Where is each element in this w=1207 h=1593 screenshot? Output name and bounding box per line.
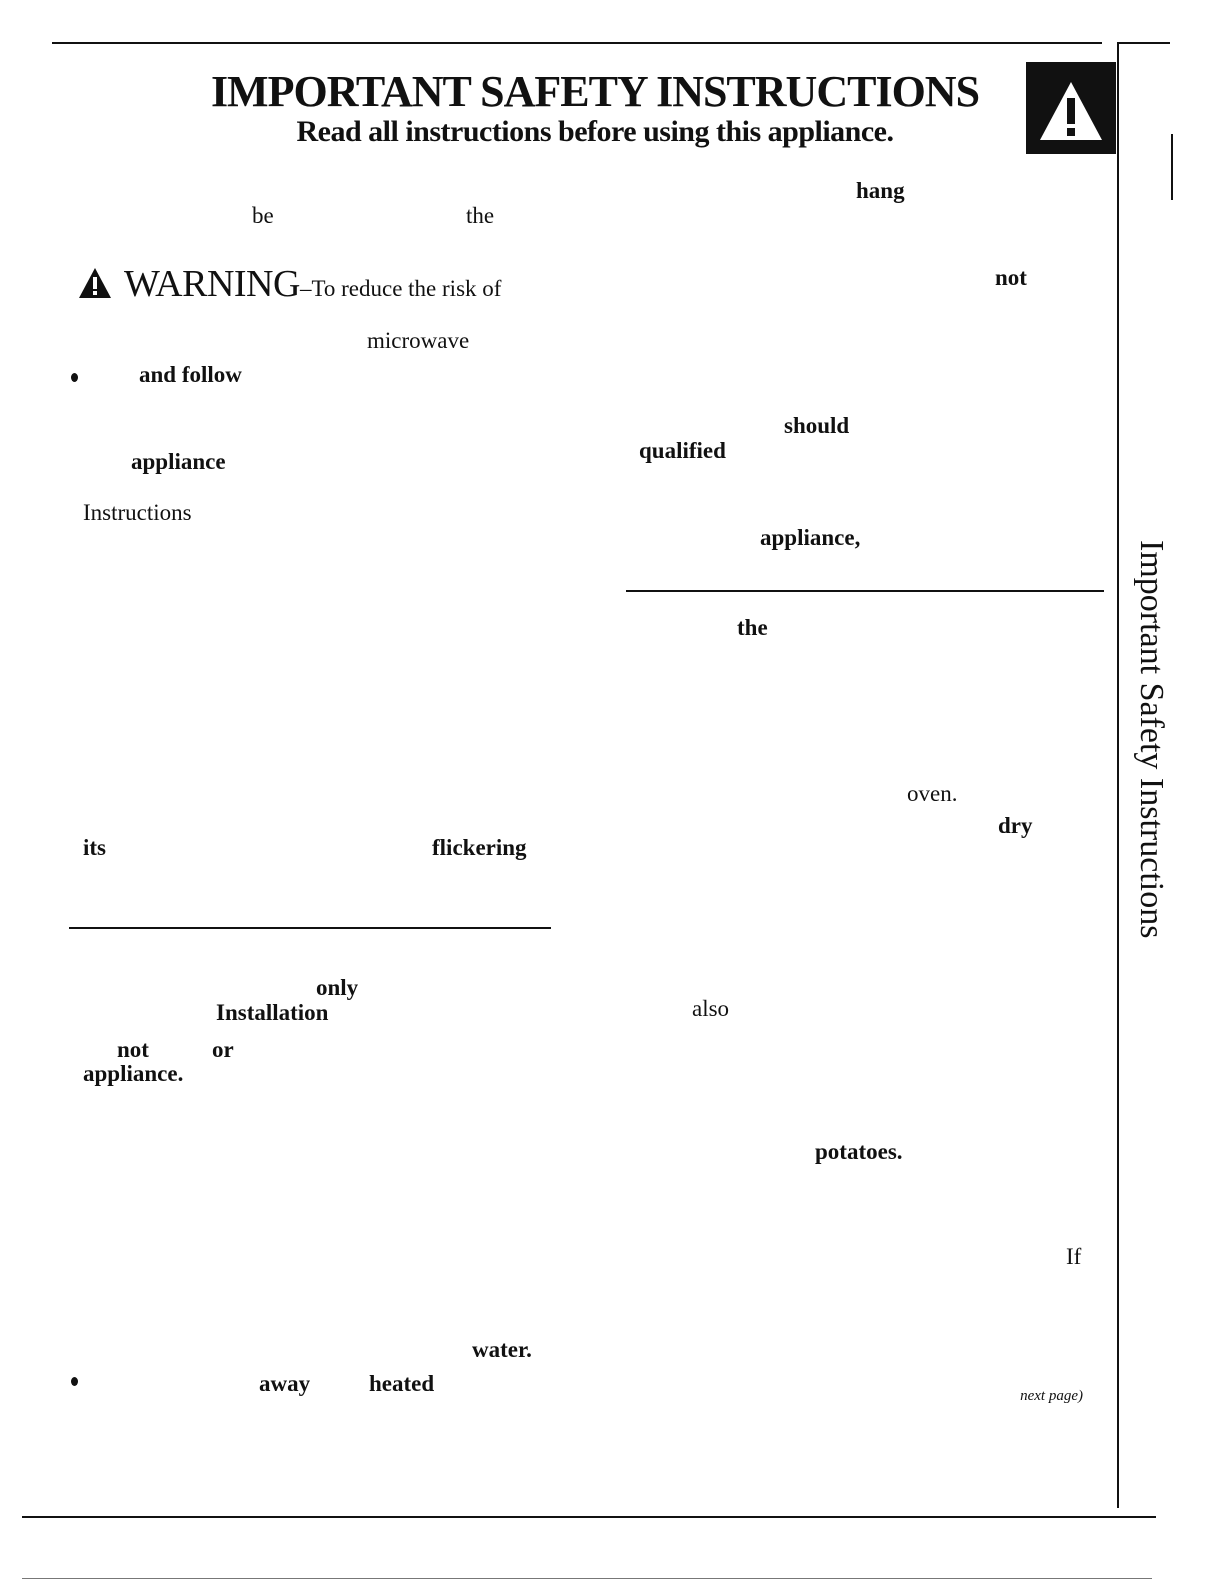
page-title: IMPORTANT SAFETY INSTRUCTIONS xyxy=(210,67,980,116)
top-rule-right xyxy=(1118,42,1170,44)
text-fragment: be xyxy=(252,203,274,228)
text-fragment: dry xyxy=(998,813,1033,838)
text-fragment: or xyxy=(212,1037,234,1062)
text-fragment: its xyxy=(83,835,106,860)
text-fragment: heated xyxy=(369,1371,435,1396)
warning-text: –To reduce the risk of xyxy=(299,276,502,301)
bullet-icon xyxy=(71,373,78,382)
top-rule-left xyxy=(52,42,1102,44)
warning-triangle-icon xyxy=(1038,80,1104,142)
bottom-rule xyxy=(22,1516,1156,1518)
text-fragment: the xyxy=(737,615,768,640)
text-fragment: also xyxy=(692,996,730,1021)
text-fragment: If xyxy=(1066,1244,1082,1269)
text-fragment: the xyxy=(466,203,495,228)
text-fragment: water. xyxy=(472,1337,532,1362)
text-fragment: away xyxy=(259,1371,311,1396)
warning-triangle-icon xyxy=(78,267,112,299)
text-fragment: not xyxy=(995,265,1027,290)
warning-label: WARNING xyxy=(124,263,300,305)
text-fragment: appliance, xyxy=(760,525,861,550)
warning-line xyxy=(78,262,501,306)
text-fragment: flickering xyxy=(432,835,527,860)
text-fragment: oven. xyxy=(907,781,958,806)
text-fragment: appliance xyxy=(131,449,226,474)
text-fragment: appliance. xyxy=(83,1061,184,1086)
text-fragment: only xyxy=(316,975,359,1000)
text-fragment: not xyxy=(117,1037,149,1062)
text-fragment: and follow xyxy=(139,362,242,387)
scan-edge-rule xyxy=(22,1578,1152,1579)
text-fragment: microwave xyxy=(367,328,470,353)
vertical-rule xyxy=(1117,42,1119,1508)
text-fragment: hang xyxy=(856,178,905,203)
text-fragment: should xyxy=(784,413,850,438)
continued-note: next page) xyxy=(1020,1388,1083,1404)
text-fragment: Instructions xyxy=(83,500,192,525)
bullet-icon xyxy=(71,1377,78,1386)
alert-box xyxy=(1026,62,1116,154)
text-fragment: potatoes. xyxy=(815,1139,903,1164)
text-fragment: qualified xyxy=(639,438,726,463)
page-subtitle: Read all instructions before using this appliance. xyxy=(296,115,894,148)
right-section-divider xyxy=(626,590,1104,592)
left-section-divider xyxy=(69,927,551,929)
side-tab-title: Important Safety Instructions xyxy=(1133,540,1170,939)
text-fragment: Installation xyxy=(216,1000,329,1025)
